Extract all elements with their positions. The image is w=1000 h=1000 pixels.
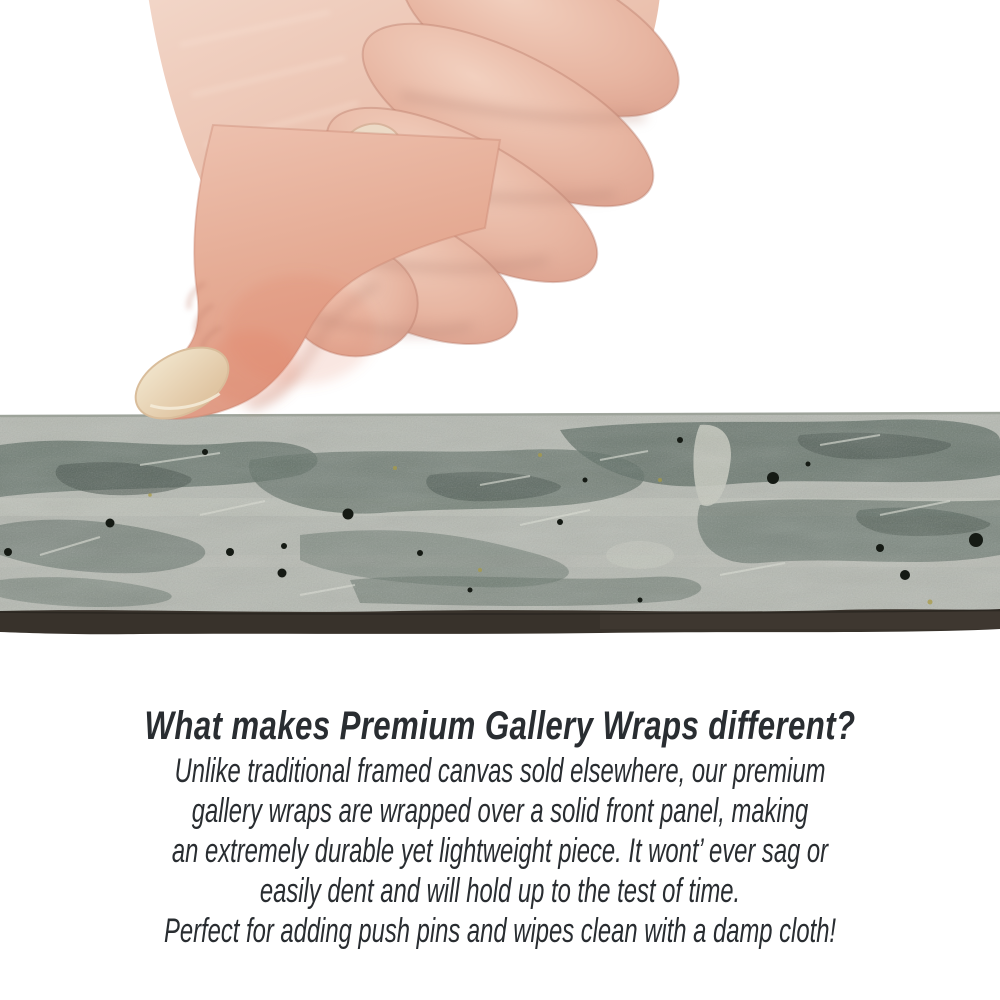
marketing-text-block: [0, 701, 1000, 951]
body-line-5: Perfect for adding push pins and wipes clean with a damp cloth!: [163, 912, 837, 950]
canvas-edge-strip-photo: [0, 405, 1000, 640]
heading: What makes Premium Gallery Wraps different?: [144, 704, 856, 748]
body-line-1: Unlike traditional framed canvas sold elsewhere, our premium: [174, 752, 826, 790]
body-line-2: gallery wraps are wrapped over a solid front panel, making: [191, 792, 809, 830]
body-line-3: an extremely durable yet lightweight piece. It wont’ ever sag or: [171, 832, 829, 870]
body-line-4: easily dent and will hold up to the test of time.: [259, 872, 741, 910]
hand-photo: [0, 0, 700, 430]
